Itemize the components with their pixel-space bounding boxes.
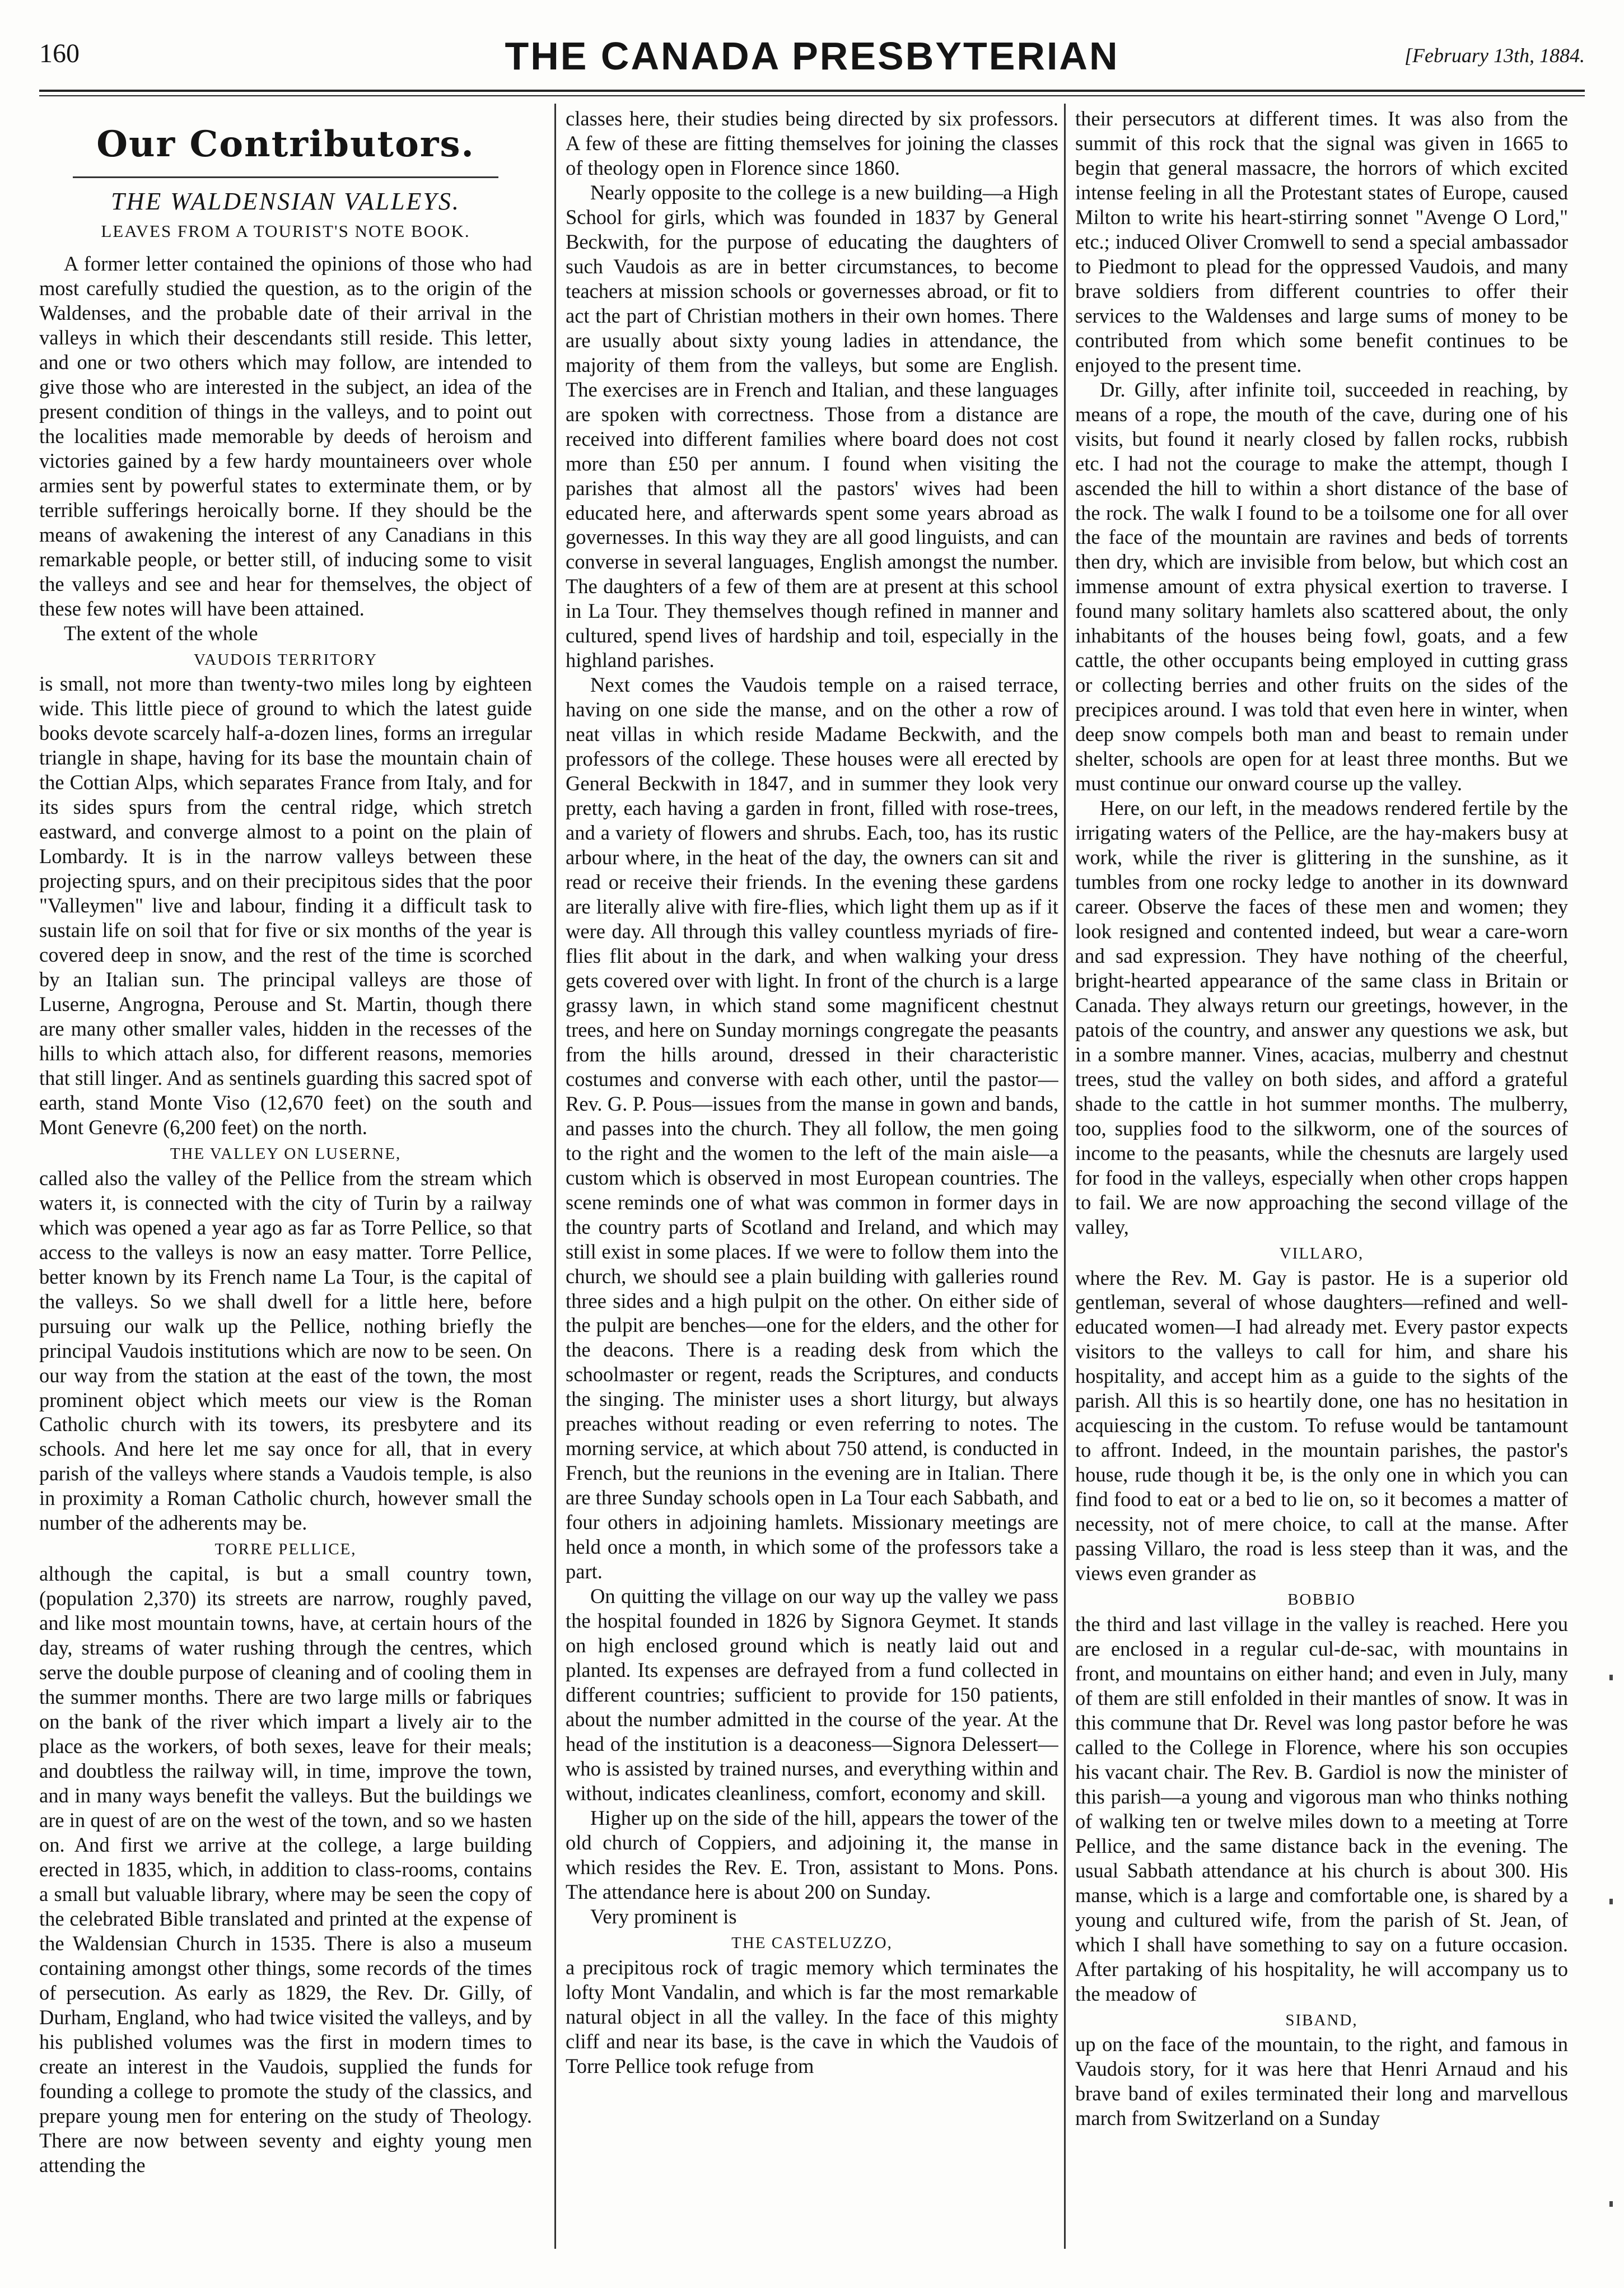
paragraph: A former letter contained the opinions of those who had most carefully studied the question, as to the origin of the Waldenses, and the probable date of their arrival in the valleys in which their descendants still reside. This letter, and one or two others which may follow, are intended to give those who are interested in the subject, an idea of the present condition of things in the valleys, and to point out the localities made memorable by deeds of heroism and victories gained by a few hardy mountaineers over whole armies sent by powerful states to exterminate them, or by terrible sufferings heroically borne. If they should be the means of awakening the interest of any Canadians in this remarkable people, or better still, of inducing some to visit the valleys and see and hear for themselves, the object of these few notes will have been attained.	[39, 252, 532, 620]
paragraph: Higher up on the side of the hill, appears the tower of the old church of Coppiers, and adjoining it, the manse in which resides the Rev. E. Tron, assistant to Mons. Pons. The attendance here is about 200 on Sunday.	[566, 1806, 1058, 1903]
paragraph: Next comes the Vaudois temple on a raised terrace, having on one side the manse, and on the other a row of neat villas in which reside Madame Beckwith, and the professors of the college. These houses were all erected by General Beckwith in 1847, and in summer they look very pretty, each having a garden in front, filled with rose-trees, and a variety of flowers and shrubs. Each, too, has its rustic arbour where, in the heat of the day, the owners can sit and read or receive their friends. In the evening these gardens are literally alive with fire-flies, which light them up as if it were day. All through this valley countless myriads of fire-flies flit about in the dark, and when walking your dress gets covered over with light. In front of the church is a large grassy lawn, in which stand some magnificent chestnut trees, and here on Sunday mornings congregate the peasants from the hills around, dressed in their characteristic costumes and converse with each other, until the pastor—Rev. G. P. Pous—issues from the manse in gown and bands, and passes into the church. They all follow, the men going to the right and the women to the left of the main aisle—a custom which is observed in most European countries. The scene reminds one of what was common in former days in the country parts of Scotland and Ireland, and which may still exist in some places. If we were to follow them into the church, we should see a plain building with galleries round three sides and a high pulpit on the other. On either side of the pulpit are benches—one for the elders, and the other for the deacons. There is a reading desk from which the schoolmaster or regent, reads the Scriptures, and conducts the singing. The minister uses a short liturgy, but always preaches without reading or even referring to notes. The morning service, at which about 750 attend, is conducted in French, but the reunions in the evening are in Italian. There are three Sunday schools open in La Tour each Sabbath, and four others in adjoining hamlets. Missionary meetings are held once a month, in which some of the professors take a part.	[566, 673, 1058, 1583]
masthead	[39, 34, 1585, 84]
paragraph: classes here, their studies being directed by six professors. A few of these are fitting themselves for joining the classes of theology open in Florence since 1860.	[566, 107, 1058, 179]
subheading: VILLARO,	[1279, 1244, 1364, 1262]
article-subtitle: LEAVES FROM A TOURIST'S NOTE BOOK.	[101, 221, 470, 241]
section-heading: Our Contributors.	[96, 123, 475, 165]
paragraph: a precipitous rock of tragic memory which terminates the lofty Mont Vandalin, and which is far the most remarkable natural object in all the valley. In the face of this mighty cliff and near its base, is the cave in which the Vaudois of Torre Pellice took refuge from	[566, 1955, 1058, 2077]
paragraph: The extent of the whole	[64, 621, 258, 645]
article-title: THE WALDENSIAN VALLEYS.	[111, 188, 460, 215]
paragraph: Nearly opposite to the college is a new building—a High School for girls, which was founded in 1837 by General Beckwith, for the purpose of educating the daughters of such Vaudois as are in better circumstances, to become teachers at mission schools or governesses abroad, or fit to act the part of Christian mothers in their own homes. There are usually about sixty young ladies in attendance, the majority of them from the valleys, but some are English. The exercises are in French and Italian, and these languages are spoken with correctness. Those from a distance are received into different families where board does not cost more than £50 per annum. I found when visiting the parishes that almost all the pastors' wives had been educated here, and afterwards spent some years abroad as governesses. In this way they are all good linguists, and can converse in several languages, English amongst the number. The daughters of a few of them are at present at this school in La Tour. They themselves though refined in manner and cultured, spend lives of hardship and toil, especially in the highland parishes.	[566, 180, 1058, 672]
paragraph: where the Rev. M. Gay is pastor. He is a superior old gentleman, several of whose daughters—refined and well-educated women—I had already met. Every pastor expects visitors to the valleys to call for him, and share his hospitality, and accept him as a guide to the sights of the parish. All this is so heartily done, one has no hesitation in acquiescing in the custom. To refuse would be tantamount to affront. Indeed, in the mountain parishes, the pastor's house, rude though it be, is the only one in which you can find food to eat or a bed to lie on, so it becomes a matter of necessity, not of mere choice, to call at the manse. After passing Villaro, the road is less steep than it was, and the views even grander as	[1075, 1266, 1568, 1585]
masthead-rule	[39, 90, 1585, 92]
column-2	[566, 106, 1058, 2246]
masthead-rule-thin	[39, 95, 1585, 96]
paragraph: although the capital, is but a small country town, (population 2,370) its streets are narrow, roughly paved, and like most mountain towns, have, at certain hours of the day, streams of water rushing through the centres, which serve the double purpose of cleaning and of cooling them in the summer months. There are two large mills or fabriques on the bank of the river which impart a lively air to the place as the workers, of both sexes, leave for their meals; and doubtless the railway will, in time, improve the town, and in many ways benefit the valleys. But the buildings we are in quest of are on the west of the town, and so we hasten on. And first we arrive at the college, a large building erected in 1835, which, in addition to class-rooms, contains a small but valuable library, where may be seen the copy of the celebrated Bible translated and printed at the expense of the Waldensian Church in 1535. There is also a museum containing amongst other things, some records of the times of persecution. As early as 1829, the Rev. Dr. Gilly, of Durham, England, who had twice visited the valleys, and by his published volumes was the first in modern times to create an interest in the Vaudois, supplied the funds for founding a college to promote the study of the classics, and prepare young men for entering on the study of Theology. There are now between seventy and eighty young men attending the	[39, 1562, 532, 2177]
column-1	[39, 106, 532, 2246]
paragraph: is small, not more than twenty-two miles long by eighteen wide. This little piece of ground to which the latest guide books devote scarcely half-a-dozen lines, forms an irregular triangle in shape, having for its base the mountain chain of the Cottian Alps, which separates France from Italy, and for its sides spurs from the central ridge, which stretch eastward, and converge almost to a point on the plain of Lombardy. It is in the narrow valleys between these projecting spurs, and on their precipitous sides that the poor "Valleymen" live and labour, finding it a difficult task to sustain life on soil that for five or six months of the year is covered deep in snow, and the rest of the time is scorched by an Italian sun. The principal valleys are those of Luserne, Angrogna, Perouse and St. Martin, though there are many other smaller vales, hidden in the recesses of the hills to which attach also, for different reasons, memories that still linger. And as sentinels guarding this sacred spot of earth, stand Monte Viso (12,670 feet) on the south and Mont Genevre (6,200 feet) on the north.	[39, 672, 532, 1139]
print-speck	[1609, 1675, 1613, 1680]
subheading: TORRE PELLICE,	[214, 1540, 357, 1559]
column-divider	[554, 104, 556, 2249]
paragraph: Here, on our left, in the meadows rendered fertile by the irrigating waters of the Pellice, are the hay-makers busy at work, while the river is glittering in the sunshine, as it tumbles from one rocky ledge to another in its downward career. Observe the faces of these men and women; they look resigned and contented indeed, but wear a care-worn and sad expression. They have nothing of the cheerful, bright-hearted appearance of the same class in Britain or Canada. They always return our greetings, however, in the patois of the country, and answer any questions we ask, but in a sombre manner. Vines, acacias, mulberry and chestnut trees, stud the valley on both sides, and afford a grateful shade to the cattle in hot summer months. The mulberry, too, supplies food to the silkworm, one of the sources of income to the peasants, while the chesnuts are largely used for food in the valleys, especially when other crops happen to fail. We are now approaching the second village of the valley,	[1075, 796, 1568, 1238]
paragraph: their persecutors at different times. It was also from the summit of this rock that the signal was given in 1665 to begin that general massacre, the horrors of which excited intense feeling in all the Protestant states of Europe, caused Milton to write his heart-stirring sonnet "Avenge O Lord," etc.; induced Oliver Cromwell to send a special ambassador to Piedmont to plead for the oppressed Vaudois, and many brave soldiers from different countries to offer their services to the Waldenses and large sums of money to be contributed from which some benefit continues to be enjoyed to the present time.	[1075, 107, 1568, 376]
paragraph: up on the face of the mountain, to the right, and famous in Vaudois story, for it was here that Henri Arnaud and his brave band of exiles terminated their long and marvellous march from Switzerland on a Sunday	[1075, 2033, 1568, 2130]
subheading: THE VALLEY ON LUSERNE,	[170, 1144, 402, 1163]
subheading: BOBBIO	[1287, 1591, 1356, 1609]
subheading: SIBAND,	[1285, 2011, 1358, 2029]
paragraph: called also the valley of the Pellice from the stream which waters it, is connected with the city of Turin by a railway which was opened a year ago as far as Torre Pellice, so that access to the valleys is now an easy matter. Torre Pellice, better known by its French name La Tour, is the capital of the valleys. So we shall dwell for a little here, before pursuing our walk up the Pellice, nothing briefly the principal Vaudois institutions which are now to be seen. On our way from the station at the east of the town, the most prominent object which meets our view is the Roman Catholic church with its towers, its presbytere and its schools. And here let me say once for all, that in every parish of the valleys where stands a Vaudois temple, is also in proximity a Roman Catholic church, however small the number of the adherents may be.	[39, 1166, 532, 1535]
page-number: 160	[39, 39, 80, 68]
issue-date: [February 13th, 1884.	[1404, 44, 1585, 67]
column-divider	[1064, 104, 1066, 2249]
column-3	[1075, 106, 1568, 2246]
paragraph: Dr. Gilly, after infinite toil, succeeded in reaching, by means of a rope, the mouth of the cave, during one of his visits, but found it nearly closed by fallen rocks, rubbish etc. I had not the courage to make the attempt, though I ascended the hill to within a short distance of the base of the rock. The walk I found to be a toilsome one for all over the face of the mountain are ravines and beds of torrents then dry, which are invisible from below, but which cost an immense amount of extra physical exertion to traverse. I found many solitary hamlets also scattered about, the only inhabitants of the houses being fowl, goats, and a few cattle, the other occupants being employed in cutting grass or collecting berries and other fruits on the sides of the precipices around. I was told that even here in winter, when deep snow compels both man and beast to remain under shelter, schools are open for at least three months. But we must continue our onward course up the valley.	[1075, 378, 1568, 795]
paragraph: the third and last village in the valley is reached. Here you are enclosed in a regular cul-de-sac, with mountains in front, and mountains on either hand; and even in July, many of them are still enfolded in their mantles of snow. It was in this commune that Dr. Revel was long pastor before he was called to the College in Florence, where his son occupies his vacant chair. The Rev. B. Gardiol is now the minister of this parish—a young and vigorous man who thinks nothing of walking ten or twelve miles down to a meeting at Torre Pellice, and the same distance back in the evening. The usual Sabbath attendance at his church is about 300. His manse, which is a large and comfortable one, is shared by a young and cultured wife, from the parish of St. Jean, of which I shall have something to say on a future occasion. After partaking of his hospitality, he will accompany us to the meadow of	[1075, 1613, 1568, 2005]
newspaper-title: THE CANADA PRESBYTERIAN	[505, 34, 1119, 78]
paragraph: Very prominent is	[590, 1904, 737, 1928]
print-speck	[1609, 1899, 1613, 1904]
paragraph: On quitting the village on our way up the valley we pass the hospital founded in 1826 by Signora Geymet. It stands on high enclosed ground which is neatly laid out and planted. Its expenses are defrayed from a fund collected in different countries; sufficient to provide for 150 patients, about the number admitted in the course of the year. At the head of the institution is a deaconess—Signora Delessert—who is assisted by trained nurses, and everything within and without, indicates cleanliness, comfort, economy and skill.	[566, 1585, 1058, 1805]
subheading: VAUDOIS TERRITORY	[193, 650, 378, 669]
print-speck	[1609, 2201, 1613, 2207]
subheading: THE CASTELUZZO,	[731, 1933, 893, 1952]
section-rule	[73, 176, 498, 178]
